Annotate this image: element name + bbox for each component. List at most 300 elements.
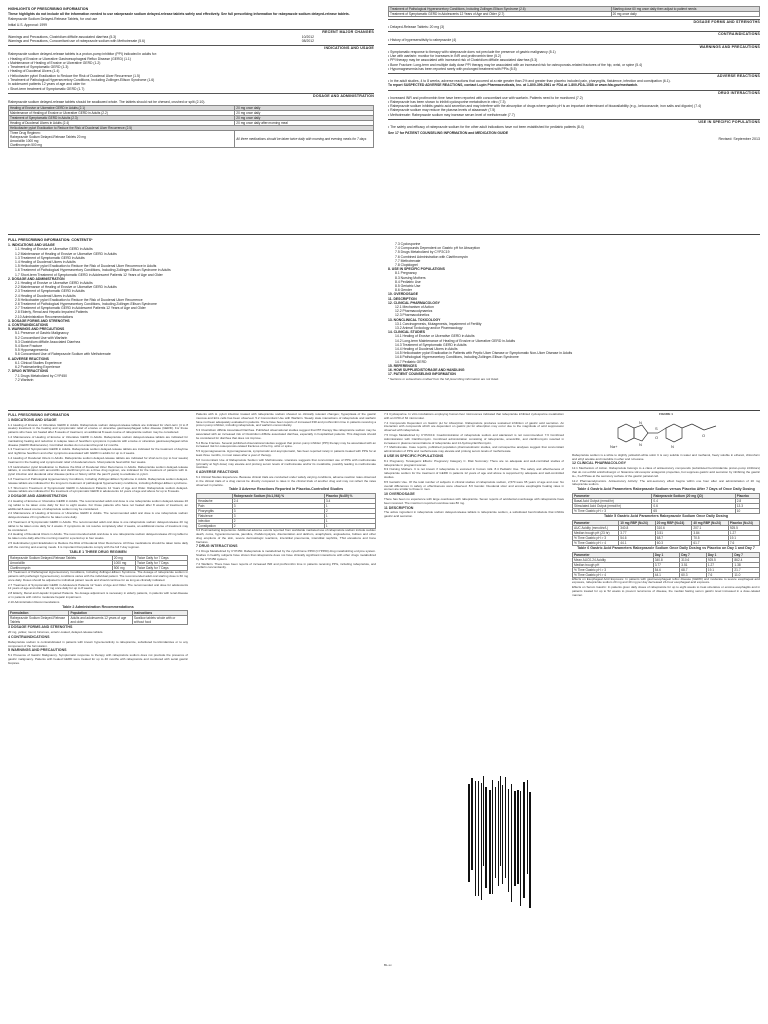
body-paragraph: There has been no experience with large overdoses with rabeprazole. Seven reports of accidental overdosage with rabeprazole have been received. The maximum reported overdose was 80 mg. — [384, 496, 564, 505]
table-cell: Stimulated Acid Output (mmol/hr) — [573, 503, 652, 508]
table-cell: 2 — [324, 509, 375, 514]
table-cell: Basal Acid Output (mmol/hr) — [573, 498, 652, 503]
toc-subsection[interactable]: 7.4 Compounds Dependent on Gastric pH for Absorption — [395, 246, 481, 251]
toc-subsection[interactable]: 7.2 Warfarin — [15, 377, 34, 382]
footer-mark: BL-xx — [384, 963, 392, 967]
toc-subsection[interactable]: 12.1 Mechanism of Action — [395, 305, 434, 310]
svg-text:O: O — [702, 432, 706, 438]
toc-left-list — [8, 243, 374, 382]
table-cell: 61.7 — [692, 540, 729, 545]
table-cell: Amoxicillin — [9, 561, 113, 566]
table-cell: Twice Daily for 7 Days — [136, 561, 188, 566]
toc-section[interactable]: 15. REFERENCES — [388, 363, 417, 368]
table-cell: 70.5 — [692, 535, 729, 540]
toc-subsection[interactable]: 7.5 Drugs Metabolized by CYP2C19 — [395, 250, 450, 255]
table-cell: Placebo — [735, 493, 759, 498]
highlights-title: HIGHLIGHTS OF PRESCRIBING INFORMATION — [8, 7, 89, 11]
interactions-heading: DRUG INTERACTIONS — [388, 90, 760, 95]
table-cell: Rabeprazole Sodium (N=1,064) % — [232, 494, 324, 499]
table-cell: % Time Gastric pH > 3 — [573, 535, 619, 540]
body-paragraph: 2.10 Administration Recommendations — [8, 599, 60, 604]
toc-section[interactable]: 2. DOSAGE AND ADMINISTRATION — [8, 276, 65, 281]
table-cell: 2 — [232, 519, 324, 524]
table-cell: 310.6 — [655, 525, 692, 530]
forms-heading: DOSAGE FORMS AND STRENGTHS — [388, 19, 760, 24]
body-paragraph: 7.4 Compounds Dependent on Gastric pH for Absorption. Rabeprazole produces sustained inhibition of gastric acid secretion. An interaction with compounds which are dependent on gastric pH for absorption may occur due to the magnitude of acid suppression observed with rabeprazole. — [384, 420, 564, 433]
table-cell: 2.8 — [735, 498, 759, 503]
interaction-item: • Rabeprazole has been shown to inhibit cyclosporine metabolism in vitro (7.3) — [388, 100, 506, 105]
gastric-acid-table — [572, 493, 760, 514]
section-heading: 12 CLINICAL PHARMACOLOGY — [572, 461, 627, 466]
administration-table — [8, 610, 188, 625]
body-paragraph: 7.3 Cyclosporine. In vitro incubations employing human liver microsomes indicated that rabeprazole inhibited cyclosporine metabolism with an IC50 of 62 micromolar. — [384, 413, 564, 420]
recent-change-text: Warnings and Precautions, Concomitant use of rabeprazole sodium with Methotrexate (5.6) — [8, 39, 146, 44]
warnings-heading: WARNINGS AND PRECAUTIONS — [388, 44, 760, 49]
table-cell: 3.51 — [680, 562, 707, 567]
table-cell: Twice Daily for 7 Days — [136, 566, 188, 571]
body-paragraph: 2.7 Treatment of Symptomatic GERD in Adolescent Patients 12 Years of Age and Older. The recommended oral dose for adolescents 12 years of age and older is 20 mg once daily for up to 8 weeks. — [8, 582, 188, 591]
table-cell: 11.0 — [733, 572, 760, 577]
toc-subsection[interactable]: 13.2 Animal Toxicology and/or Pharmacology — [395, 326, 463, 331]
toc-subsection[interactable]: 5.3 Clostridium difficile Associated Diarrhea — [15, 339, 81, 344]
body-paragraph: 8.1 Pregnancy. Teratogenic Effects: Pregnancy Category C. Risk Summary: There are no adequate and well-controlled studies of rabeprazole in pregnant women. — [384, 458, 564, 467]
table-cell: Headache — [197, 499, 233, 504]
toc-subsection[interactable]: 1.4 Healing of Duodenal Ulcers in Adults — [15, 260, 76, 265]
three-drug-regimen-table — [8, 555, 188, 571]
table-cell: 0.6 — [652, 503, 735, 508]
fpi-col-3 — [384, 413, 564, 773]
toc-section[interactable]: 14. CLINICAL STUDIES — [388, 330, 426, 335]
barcode-bar — [495, 787, 496, 878]
body-paragraph: Effects on Serum Gastrin: In patients given daily doses of rabeprazole for up to eight weeks to treat ulcerative or erosive esophagitis and in patients treated for up to 52 weeks to prevent recurrence of disease, the median fasting serum gastrin level increased in a dose-related manner. — [572, 585, 760, 597]
toc-section[interactable]: 1. INDICATIONS AND USAGE — [8, 243, 55, 248]
indication-item: • Treatment of Pathological Hypersecretory Conditions, Including Zollinger-Ellison Syndrome (1.6) — [8, 77, 155, 82]
warning-item: • Use with warfarin: monitor for increases in INR and prothrombin time (5.2) — [388, 54, 501, 59]
table-cell: Day 7 — [680, 552, 707, 557]
table-cell: 3.77 — [619, 530, 656, 535]
toc-right-list — [388, 242, 760, 377]
section-heading: 11 DESCRIPTION — [384, 505, 414, 510]
table-cell: AUC Acidity (mmol•hr/L) — [573, 525, 619, 530]
figure-label: FIGURE 1 — [659, 413, 673, 416]
barcode-bar — [508, 789, 509, 892]
toc-section[interactable]: 6. ADVERSE REACTIONS — [8, 356, 49, 361]
table-cell: Formulation — [9, 611, 69, 616]
toc-subsection[interactable]: 14.4 Healing of Duodenal Ulcers in Adults — [395, 347, 458, 352]
body-paragraph: 7.7 Methotrexate. Case reports, published population pharmacokinetic studies, and retrospective analyses suggest that concomitant administration of PPIs and methotrexate may elevate and prolong serum levels of methotrexate. — [384, 445, 564, 454]
body-paragraph: Rabeprazole sodium is a white to slightly yellowish-white solid. It is very soluble in water and methanol, freely soluble in ethanol, chloroform and ethyl acetate and insoluble in ether and n-hexane. — [572, 452, 760, 461]
contra-heading: CONTRAINDICATIONS — [388, 31, 760, 36]
table-cell: 60.3 — [680, 572, 707, 577]
table-cell: 925.5 — [706, 557, 733, 562]
toc-subsection[interactable]: 2.8 Elderly, Renal and Hepatic Impaired Patients — [15, 310, 88, 315]
table-cell: 68.7 — [680, 567, 707, 572]
warning-item: • Symptomatic response to therapy with rabeprazole does not preclude the presence of gastric malignancy (5.1) — [388, 50, 556, 55]
table-cell: 19.1 — [728, 535, 759, 540]
toc-subsection[interactable]: 8.6 Gender — [395, 288, 412, 293]
three-drug-row — [9, 130, 374, 147]
toc-subsection[interactable]: 14.2 Long-term Maintenance of Healing of Erosive or Ulcerative GERD in Adults — [395, 338, 516, 343]
toc-subsection[interactable]: 2.3 Treatment of Symptomatic GERD in Adults — [15, 289, 85, 294]
toc-section[interactable]: 7. DRUG INTERACTIONS — [8, 369, 49, 374]
barcode-bar — [478, 781, 479, 896]
three-drug-item: Clarithromycin 500 mg — [10, 142, 42, 147]
barcode-bar — [498, 781, 499, 886]
table-cell: Adults and adolescents 12 years of age and older — [69, 616, 132, 625]
body-paragraph: 2.2 Maintenance of Healing of Erosive or Ulcerative GERD in Adults. The recommended adult oral dose is one rabeprazole sodium delayed-release 20 mg tablet to be taken once daily. — [8, 511, 188, 520]
indication-item: • Maintenance of Healing of Erosive or Ulcerative GERD (1.2) — [8, 61, 101, 66]
body-paragraph: The active ingredient in rabeprazole sodium delayed-release tablets is rabeprazole sodium, a substituted benzimidazole that inhibits gastric acid secretion. — [384, 510, 564, 519]
table2-title: Table 2 Administration Recommendations — [62, 604, 134, 609]
table-cell: 1 — [324, 524, 375, 529]
svg-text:Na+: Na+ — [610, 443, 618, 449]
table-row — [573, 540, 760, 545]
indication-item: • Healing of Erosive or Ulcerative Gastroesophageal Reflux Disease (GERD) (1.1) — [8, 56, 131, 61]
toc-subsection[interactable]: 2.4 Healing of Duodenal Ulcers in Adults — [15, 293, 76, 298]
table-cell: 44.1 — [653, 572, 680, 577]
barcode-bar — [483, 776, 484, 866]
table-cell: Constipation — [197, 524, 233, 529]
barcode-bar — [468, 784, 470, 882]
table-cell: % Time Gastric pH > 4 — [573, 540, 619, 545]
table-cell: Median trough pH — [573, 562, 654, 567]
body-paragraph: 5.5 Hypomagnesemia. Hypomagnesemia, symptomatic and asymptomatic, has been reported rarely in patients treated with PPIs for at least three months, in most cases after a year of therapy. — [196, 449, 376, 457]
toc-footnote: * Sections or subsections omitted from the full prescribing information are not listed. — [388, 376, 499, 381]
see-17-line: See 17 for PATIENT COUNSELING INFORMATION and MEDICATION GUIDE — [388, 131, 509, 136]
table-cell: 20 mg RBP (N=24) — [655, 520, 692, 525]
table-cell: 21.7 — [733, 567, 760, 572]
toc-subsection[interactable]: 2.5 Helicobacter pylori Eradication to Reduce the Risk of Duodenal Ulcer Recurrence — [15, 297, 143, 302]
product-line: Rabeprazole Sodium Delayed-Release Tablets, for oral use — [8, 17, 98, 22]
body-paragraph: Rabeprazole sodium is contraindicated in patients with known hypersensitivity to rabeprazole, substituted benzimidazoles or to any component of the formulation. — [8, 639, 188, 648]
fpi-col2b-text — [196, 529, 376, 570]
table-cell: 2 — [232, 524, 324, 529]
table-cell: 500 mg — [112, 566, 135, 571]
report-line: To report SUSPECTED ADVERSE REACTIONS, contact Lupin Pharmaceuticals, Inc. at 1-800-399-2561 or FDA at 1-800-FDA-1088 or www.fda.gov/medwatch. — [388, 83, 639, 88]
table-cell: Placebo (N=89) % — [324, 494, 375, 499]
dosage-row: Helicobacter pylori Eradication to Reduce the Risk of Duodenal Ulcer Recurrence (2.5) — [9, 125, 374, 130]
toc-subsection[interactable]: 14.5 Helicobacter pylori Eradication in Patients with Peptic Ulcer Disease or Symptomatic Non-Ulcer Disease in Adults — [395, 351, 573, 356]
table-cell: Infection — [197, 519, 233, 524]
toc-subsection[interactable]: 1.7 Short-term Treatment of Symptomatic GERD in Adolescent Patients 12 Years of Age and Older — [15, 272, 163, 277]
table-cell: 3 — [232, 509, 324, 514]
toc-subsection[interactable]: 1.1 Healing of Erosive or Ulcerative GERD in Adults — [15, 247, 93, 252]
table-cell: 3.51 — [655, 530, 692, 535]
fpi-col2-text — [196, 413, 376, 487]
body-paragraph: 5.6 Concomitant Use of Rabeprazole Sodium with Methotrexate. Literature suggests that concomitant use of PPIs with methotrexate (primarily at high dose) may elevate and prolong serum levels of methotrexate and/or its metabolite, possibly leading to methotrexate toxicities. — [196, 457, 376, 470]
section-heading: 7 DRUG INTERACTIONS — [196, 544, 238, 549]
body-paragraph: 1.1 Healing of Erosive or Ulcerative GERD in Adults. Rabeprazole sodium delayed-release tablets are indicated for short-term (4 to 8 weeks) treatment in the healing and symptomatic relief of erosive or ulcerative gastroesophageal reflux disease (GERD). For those patients who have not healed after 8 weeks of treatment, an additional 8-week course of rabeprazole sodium may be considered. — [8, 422, 188, 435]
body-paragraph: 5.3 Clostridium difficile Associated Diarrhea. Published observational studies suggest that PPI therapy like rabeprazole sodium may be associated with an increased risk of Clostridium difficile associated diarrhea, especially in hospitalized patients. This diagnosis should be considered for diarrhea that does not improve. — [196, 428, 376, 440]
toc-subsection[interactable]: 2.1 Healing of Erosive or Ulcerative GERD in Adults — [15, 281, 93, 286]
table-cell: 925.5 — [728, 525, 759, 530]
table-cell: 10 mg RBP (N=24) — [619, 520, 656, 525]
table-cell: 340.8 — [653, 557, 680, 562]
table-cell: Population — [69, 611, 132, 616]
toc-subsection[interactable]: 1.6 Treatment of Pathological Hypersecretory Conditions, Including Zollinger-Ellison Syndrome in Adults — [15, 268, 171, 273]
toc-subsection[interactable]: 1.5 Helicobacter pylori Eradication to Reduce the Risk of Duodenal Ulcer Recurrence in Adults — [15, 264, 157, 269]
toc-subsection[interactable]: 5.5 Hypomagnesemia — [15, 348, 48, 353]
section-heading: 6 ADVERSE REACTIONS — [196, 470, 239, 475]
approval-line: Initial U.S. Approval: 1999 — [8, 22, 48, 27]
barcode-bar — [500, 776, 501, 866]
table-cell: 310.6 — [680, 557, 707, 562]
dosage-table-continued — [388, 6, 760, 17]
toc-section[interactable]: 5. WARNINGS AND PRECAUTIONS — [8, 327, 65, 332]
barcode-bar — [511, 784, 512, 902]
table-cell: Day 7 — [733, 552, 760, 557]
body-paragraph: 12.2 Pharmacodynamics. Antisecretory Activity: The anti-secretory effect begins within one hour after oral administration of 20 mg rabeprazole sodium. — [572, 478, 760, 487]
body-paragraph: Patients with H. pylori infection treated with rabeprazole sodium showed no clinically relevant changes; hyperplasia of the gastric mucosa and ECL cells has been observed. 5.2 Concomitant Use with Warfarin. Steady state interactions of rabeprazole and warfarin have not been adequately evaluated in patients. There have been reports of increased INR and prothrombin time in patients receiving a proton pump inhibitor, including rabeprazole, and warfarin concomitantly. — [196, 413, 376, 428]
svg-text:S: S — [655, 425, 658, 431]
highlights-right — [388, 6, 760, 231]
toc-subsection[interactable]: 12.3 Pharmacokinetics — [395, 313, 430, 318]
warning-item: • PPI therapy may be associated with increased risk of Clostridium difficile associated diarrhea (5.3) — [388, 58, 538, 63]
table-cell: Clarithromycin — [9, 566, 113, 571]
indication-item: • Helicobacter pylori Eradication to Reduce the Risk of Duodenal Ulcer Recurrence (1.5) — [8, 73, 140, 78]
barcode-bar — [505, 777, 507, 878]
table-cell: 340.8 — [619, 525, 656, 530]
highlights-divider — [8, 234, 760, 235]
dosage-row: Treatment of Symptomatic GERD in Adults (2.3) 20 mg once daily — [9, 115, 374, 120]
table-cell: % Time Gastric pH > 3 — [573, 508, 652, 513]
table-cell: 60.3 — [655, 540, 692, 545]
table-cell: 862.4 — [733, 557, 760, 562]
section-heading: 10 OVERDOSAGE — [384, 492, 415, 497]
body-paragraph: 7.1 Drugs Metabolized by CYP450. Rabeprazole is metabolized by the cytochrome P450 (CYP450) drug metabolizing enzyme system. Studies in healthy subjects have shown that rabeprazole does not have clinically significant interactions with other drugs metabolized by the CYP450 system. — [196, 549, 376, 561]
toc-right — [388, 242, 760, 407]
indications-intro: Rabeprazole sodium delayed-release tablets is a proton-pump inhibitor (PPI) indicated in adults for: — [8, 51, 157, 56]
section-heading: 3 DOSAGE FORMS AND STRENGTHS — [8, 625, 73, 630]
fpi-col1c-text — [8, 626, 188, 665]
barcode-bar — [471, 778, 473, 870]
table-cell: 44.1 — [619, 540, 656, 545]
table-cell: Rabeprazole Sodium (20 mg QD) — [652, 493, 735, 498]
specific-item: • The safety and efficacy of rabeprazole sodium for the other adult indications have not been established for pediatric patients (8.4) — [388, 125, 584, 130]
indication-item: • Treatment of Symptomatic GERD (1.3) — [8, 65, 69, 70]
dosage-table — [8, 105, 374, 148]
recent-changes-heading: RECENT MAJOR CHANGES — [8, 29, 374, 34]
indications-list — [8, 57, 374, 82]
table-cell: 7.6 — [728, 540, 759, 545]
toc-subsection[interactable]: 8.3 Nursing Mothers — [395, 275, 426, 280]
adolescents-intro: In adolescent patients 12 years of age and older for: — [8, 82, 87, 87]
table-cell: Twice Daily for 7 Days — [136, 556, 188, 561]
table-cell: 1.38 — [733, 562, 760, 567]
table-cell: Rabeprazole Sodium Delayed-Release Tablets — [9, 556, 113, 561]
svg-text:O: O — [655, 434, 659, 440]
body-paragraph: 1.2 Maintenance of Healing of Erosive or Ulcerative GERD in Adults. Rabeprazole sodium delayed-release tablets are indicated for maintaining healing and reduction in relapse rates of heartburn symptoms in patients with erosive or ulcerative gastroesophageal reflux disease (GERD Maintenance). Controlled studies do not extend beyond 12 months. — [8, 434, 188, 447]
revised-date: Revised: September 2013 — [718, 137, 760, 142]
interaction-item: • Rabeprazole sodium inhibits gastric acid secretion and may interfere with the absorption of drugs where gastric pH is an important determinant of bioavailability (e.g., ketoconazole, iron salts and digoxin) (7.4) — [388, 104, 702, 109]
table-cell: 3.84 — [692, 530, 729, 535]
svg-text:N: N — [639, 419, 642, 425]
toc-subsection[interactable]: 2.7 Treatment of Symptomatic GERD in Adolescent Patients 12 Years of Age and Older — [15, 306, 146, 311]
toc-subsection[interactable]: 14.7 Pediatric GERD — [395, 359, 427, 364]
body-paragraph: 5.4 Bone Fracture. Several published observational studies suggest that proton pump inhibitor (PPI) therapy may be associated with an increased risk for osteoporosis-related fractures of the hip, wrist or spine. — [196, 440, 376, 449]
svg-text:N: N — [639, 441, 642, 447]
toc-subsection[interactable]: 14.1 Healing of Erosive or Ulcerative GERD in Adults — [395, 334, 475, 339]
table-cell: 10 — [735, 508, 759, 513]
section-heading: 1 INDICATIONS AND USAGE — [8, 417, 57, 422]
highlights-left — [8, 6, 374, 231]
contra-item: • History of hypersensitivity to rabeprazole (4) — [388, 37, 457, 42]
table-cell: Day 1 — [706, 552, 733, 557]
body-paragraph: 2.4 Healing of Duodenal Ulcers in Adults. The recommended adult oral dose is one rabeprazole sodium delayed-release 20 mg tablet to be taken once daily after the morning meal for a period up to four weeks. — [8, 532, 188, 541]
indication-item: • Healing of Duodenal Ulcers (1.4) — [8, 69, 60, 74]
body-paragraph: 12.1 Mechanism of Action. Rabeprazole belongs to a class of antisecretory compounds (substituted benzimidazole proton-pump inhibitors) that do not exhibit anticholinergic or histamine H2-receptor antagonist properties, but suppress gastric acid secretion by inhibiting the gastric H+, K+ATPase at the secretory surface of the gastric parietal cell. — [572, 466, 760, 478]
barcode-bar — [485, 787, 487, 888]
toc-section[interactable]: 3. DOSAGE FORMS AND STRENGTHS — [8, 318, 70, 323]
toc-subsection[interactable]: 2.10 Administration Recommendations — [15, 314, 74, 319]
table-cell: Parameter — [573, 493, 652, 498]
toc-subsection[interactable]: 14.3 Treatment of Symptomatic GERD in Adults — [395, 342, 467, 347]
adverse-heading: ADVERSE REACTIONS — [388, 73, 760, 78]
toc-subsection[interactable]: 5.4 Bone Fracture — [15, 344, 43, 349]
three-drug-item: Rabeprazole Sodium Delayed-Release Tablets 20 mg — [10, 134, 86, 139]
table-row — [9, 616, 188, 625]
recent-changes-list — [8, 35, 374, 43]
toc-subsection[interactable]: 8.1 Pregnancy — [395, 271, 417, 276]
three-drug-item: Amoxicillin 1000 mg — [10, 138, 39, 143]
toc-subsection[interactable]: 1.3 Treatment of Symptomatic GERD in Adults — [15, 255, 85, 260]
toc-subsection[interactable]: 7.7 Methotrexate — [395, 258, 421, 263]
section-heading: 4 CONTRAINDICATIONS — [8, 635, 50, 640]
table-cell: Mean AUC0-24 Acidity — [573, 557, 654, 562]
dosage-row: Healing of Erosive or Ulcerative GERD in Adults (2.1) 20 mg once daily — [9, 105, 374, 110]
toc-section[interactable]: 11. DESCRIPTION — [388, 296, 417, 301]
body-paragraph: 2.3 Treatment of Symptomatic GERD in Adults. The recommended adult oral dose is one rabeprazole sodium delayed-release 20 mg tablet to be taken once daily for 4 weeks. If symptoms do not resolve completely after 4 weeks, an additional course of treatment may be considered. — [8, 519, 188, 532]
barcode-bar — [520, 791, 521, 906]
toc-subsection[interactable]: 2.2 Maintenance of Healing of Erosive or Ulcerative GERD in Adults — [15, 285, 117, 290]
table-cell: 1000 mg — [112, 561, 135, 566]
body-paragraph: Effects on Esophageal Acid Exposure: In patients with gastroesophageal reflux disease (GERD) and moderate to severe esophageal acid exposure, rabeprazole sodium 20 mg and 40 mg per day decreased 24-hour esophageal acid exposure. — [572, 576, 760, 585]
body-paragraph: 6.1 Clinical Studies Experience. Because clinical trials are conducted under widely varying conditions, adverse reaction rates observed in the clinical trials of a drug cannot be directly compared to rates in the clinical trials of another drug and may not reflect the rates observed in practice. — [196, 474, 376, 487]
toc-section[interactable]: 10. OVERDOSAGE — [388, 292, 418, 297]
toc-subsection[interactable]: 5.1 Presence of Gastric Malignancy — [15, 331, 69, 336]
table-cell: 68.7 — [655, 535, 692, 540]
table-cell: Pharyngitis — [197, 509, 233, 514]
table-cell: 54.6 — [653, 567, 680, 572]
fpi-col1b-text — [8, 571, 188, 604]
toc-section[interactable]: 4. CONTRAINDICATIONS — [8, 323, 49, 328]
indications-heading: INDICATIONS AND USAGE — [8, 45, 374, 50]
table-cell: 65 — [652, 508, 735, 513]
dosage-row: Treatment of Symptomatic GERD in Adolescents 12 Years of Age and Older (2.7) 20 mg once daily — [389, 12, 760, 17]
warning-item: • Bone Fracture: Long-term and multiple daily dose PPI therapy may be associated with an increased risk for osteoporosis-related fractures of the hip, wrist, or spine (5.4) — [388, 62, 643, 67]
toc-subsection[interactable]: 7.6 Combined Administration with Clarithromycin — [395, 254, 468, 259]
toc-section[interactable]: 17. PATIENT COUNSELING INFORMATION — [388, 372, 456, 377]
fpi-col4b-text — [572, 578, 760, 598]
table-cell: Rabeprazole Sodium Delayed-Release Tablets — [9, 616, 69, 625]
table-cell: 19.1 — [706, 567, 733, 572]
section-heading: 2 DOSAGE AND ADMINISTRATION — [8, 494, 67, 499]
table-cell: 3 — [232, 514, 324, 519]
table-cell: % Time Gastric pH > 4 — [573, 572, 654, 577]
toc-subsection[interactable]: 14.6 Pathological Hypersecretory Conditions, Including Zollinger-Ellison Syndrome — [395, 355, 519, 360]
table-cell: 207.1 — [692, 525, 729, 530]
dosage-row: Treatment of Pathological Hypersecretory Conditions, Including Zollinger-Ellison Syndrome (2.6) Starting dose 60 mg once daily then adjust to patient needs — [389, 7, 760, 12]
body-paragraph: 2.6 Treatment of Pathological Hypersecretory Conditions, Including Zollinger-Ellison Syndrome. The dosage of rabeprazole sodium in patients with pathologic hypersecretory conditions varies with the individual patient. The recommended adult oral starting dose is 60 mg once daily. Doses should be adjusted to individual patient needs and should continue for as long as clinically indicated. — [8, 570, 188, 582]
specific-heading: USE IN SPECIFIC POPULATIONS — [388, 119, 760, 124]
toc-subsection[interactable]: 2.6 Treatment of Pathological Hypersecretory Conditions, Including Zollinger-Ellison Syndrome — [15, 302, 157, 307]
table5-title: Table 5 Gastric Acid Parameters Rabeprazole Sodium Once Daily Dosing — [603, 513, 729, 518]
toc-subsection[interactable]: 6.1 Clinical Studies Experience — [15, 360, 62, 365]
body-paragraph: 1.5 Helicobacter pylori Eradication to Reduce the Risk of Duodenal Ulcer Recurrence in Adults. Rabeprazole sodium delayed-release tablets, in combination with amoxicillin and clarithromycin as a three drug regimen, are indicated for the treatment of patients with H. pylori infection and duodenal ulcer disease (active or history within the past 5 years) to eradicate H. pylori. — [8, 464, 188, 477]
toc-subsection[interactable]: 7.8 Clopidogrel — [395, 263, 418, 268]
fpi-col1-text — [8, 419, 188, 550]
body-paragraph: 7.5 Drugs Metabolized by CYP2C19. Coadministration of rabeprazole sodium and atazanavir is not recommended. 7.6 Combined Administration with Clarithromycin. Combined administration consisting of rabeprazole, amoxicillin, and clarithromycin resulted in increases in plasma concentrations of rabeprazole and 14-hydroxyclarithromycin. — [384, 432, 564, 445]
toc-subsection[interactable]: 5.2 Concomitant Use with Warfarin — [15, 335, 68, 340]
body-paragraph: 1.3 Treatment of Symptomatic GERD in Adults. Rabeprazole sodium delayed-release tablets are indicated for the treatment of daytime and nighttime heartburn and other symptoms associated with GERD in adults for up to 4 weeks. — [8, 447, 188, 456]
table-cell: 1.27 — [706, 562, 733, 567]
dosage-row: Healing of Duodenal Ulcers in Adults (2.4) 20 mg once daily after morning meal — [9, 120, 374, 125]
toc-subsection[interactable]: 8.5 Geriatric Use — [395, 284, 421, 289]
adverse-reactions-table — [196, 493, 376, 529]
fpi-title: FULL PRESCRIBING INFORMATION — [8, 413, 70, 417]
table-cell: 20 mg — [112, 556, 135, 561]
toc-subsection[interactable]: 7.3 Cyclosporine — [395, 242, 421, 246]
table-cell: Instructions — [132, 611, 187, 616]
body-paragraph: 6.2 Postmarketing Experience. Additional adverse events reported from worldwide marketed use of rabeprazole sodium include sudden death, coma, hyperammonemia, jaundice, rhabdomyolysis, disorientation and delirium, anaphylaxis, angioedema, bullous and other drug eruptions of the skin, severe dermatologic reactions, interstitial pneumonia, interstitial nephritis, TSH elevations and bone fractures. — [196, 528, 376, 544]
table-cell: 0.4 — [652, 498, 735, 503]
toc-section[interactable]: 8. USE IN SPECIFIC POPULATIONS — [388, 267, 445, 272]
forms-item: • Delayed-Release Tablets: 20 mg (3) — [388, 25, 445, 30]
table-cell: % Time Gastric pH > 3 — [573, 567, 654, 572]
body-paragraph: 2.5 Helicobacter pylori Eradication to Reduce the Risk of Duodenal Ulcer Recurrence. All three medications should be taken twice daily with the morning and evening meals. It is important that patients comply with the full 7-day regimen. — [8, 540, 188, 549]
body-paragraph: 8.3 Nursing Mothers. It is not known if rabeprazole is excreted in human milk. 8.4 Pediatric Use. The safety and effectiveness of rabeprazole sodium for the treatment of GERD in patients 12 years of age and above is supported by adequate and well-controlled studies. — [384, 467, 564, 479]
recent-change-date: 08/2012 — [301, 39, 314, 44]
fpi-col3-text — [384, 413, 564, 519]
recent-change-text: Warnings and Precautions, Clostridium difficile associated diarrhea (5.3) — [8, 35, 117, 40]
barcode-bar — [529, 792, 531, 908]
barcode-bar — [489, 790, 491, 894]
barcode-bar — [527, 780, 528, 874]
body-paragraph: 1.6 Treatment of Pathological Hypersecretory Conditions, Including Zollinger-Ellison Syndrome in Adults. Rabeprazole sodium delayed-release tablets are indicated for the long-term treatment of pathological hypersecretory conditions, including Zollinger-Ellison syndrome. — [8, 476, 188, 485]
barcode-bar — [492, 780, 493, 894]
body-paragraph: 1.4 Healing of Duodenal Ulcers in Adults. Rabeprazole sodium delayed-release tablets are indicated for short-term (up to four weeks) treatment in the healing and symptomatic relief of duodenal ulcers. Most patients heal within four weeks. — [8, 455, 188, 464]
table-cell: Placebo (N=24) — [728, 520, 759, 525]
dosage-heading: DOSAGE AND ADMINISTRATION — [8, 93, 374, 98]
table1-title: TABLE 1 THREE DRUG REGIMEN — [69, 549, 127, 554]
toc-subsection[interactable]: 13.1 Carcinogenesis, Mutagenesis, Impairment of Fertility — [395, 321, 482, 326]
table-cell: 3 — [232, 504, 324, 509]
barcode-graphic — [468, 776, 528, 906]
toc-subsection[interactable]: 7.1 Drugs Metabolized by CYP450 — [15, 373, 68, 378]
toc-section[interactable]: 12. CLINICAL PHARMACOLOGY — [388, 300, 440, 305]
toc-section[interactable]: 13. NONCLINICAL TOXICOLOGY — [388, 317, 441, 322]
table-cell: Parameter — [573, 520, 619, 525]
gastric-acid-dose-table — [572, 520, 760, 546]
toc-subsection[interactable]: 12.2 Pharmacodynamics — [395, 309, 433, 314]
table4-title: Table 4 Gastric Acid Parameters Rabeprazole Sodium versus Placebo After 7 Days of Once Daily Dosing — [577, 487, 755, 492]
recent-change-row — [8, 39, 374, 43]
toc-subsection[interactable]: 6.2 Postmarketing Experience — [15, 365, 61, 370]
barcode-bar — [502, 785, 503, 884]
label-page — [8, 6, 760, 1016]
toc-left — [8, 237, 374, 407]
toc-section[interactable]: 16. HOW SUPPLIED/STORAGE AND HANDLING — [388, 368, 465, 373]
body-paragraph: 2.1 Healing of Erosive or Ulcerative GERD in Adults. The recommended adult oral dose is one rabeprazole sodium delayed-release 20 mg tablet to be taken once daily for four to eight weeks. For those patients who have not healed after 8 weeks of treatment, an additional 8-week course of rabeprazole sodium may be considered. — [8, 498, 188, 511]
toc-subsection[interactable]: 8.4 Pediatric Use — [395, 279, 421, 284]
toc-title: FULL PRESCRIBING INFORMATION: CONTENTS* — [8, 238, 93, 242]
three-drug-note: All three medications should be taken twice daily with morning and evening meals for 7 days — [235, 130, 374, 147]
warning-item: • Hypomagnesemia has been reported rarely with prolonged treatment with PPIs (5.5) — [388, 66, 517, 71]
toc-subsection[interactable]: 5.6 Concomitant Use of Rabeprazole Sodium with Methotrexate — [15, 352, 111, 357]
table-cell: 1 — [324, 514, 375, 519]
barcode-bar — [481, 783, 482, 900]
toc-subsection[interactable]: 1.2 Maintenance of Healing of Erosive or Ulcerative GERD in Adults — [15, 251, 117, 256]
